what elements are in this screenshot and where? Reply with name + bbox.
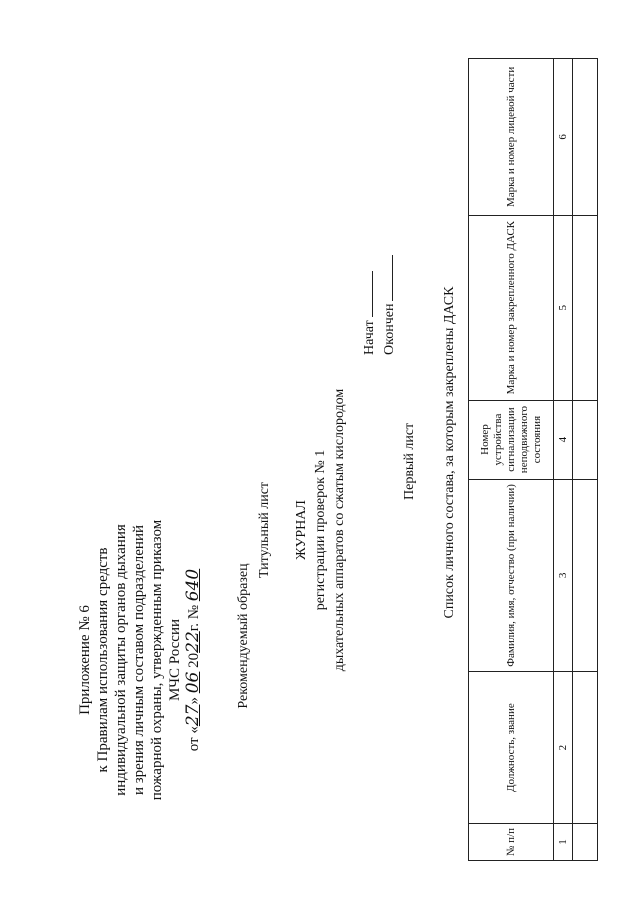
column-number: 6 bbox=[554, 59, 573, 216]
header-cell: Должность, звание bbox=[469, 672, 554, 824]
column-number: 2 bbox=[554, 672, 573, 824]
ended-line bbox=[392, 255, 393, 301]
sample-label: Рекомендуемый образец bbox=[236, 563, 251, 709]
table-row bbox=[573, 59, 598, 861]
journal-title: ЖУРНАЛ bbox=[294, 500, 309, 560]
column-number: 3 bbox=[554, 479, 573, 672]
list-title: Список личного состава, за которым закреплены ДАСК bbox=[442, 286, 457, 619]
appendix-line: и зрения личным составом подразделений bbox=[131, 524, 147, 796]
journal-subtitle: регистрации проверок № 1 bbox=[313, 449, 328, 611]
appendix-line: МЧС России bbox=[167, 618, 183, 702]
column-number: 4 bbox=[554, 400, 573, 479]
header-cell: Фамилия, имя, отчество (при наличии) bbox=[469, 479, 554, 672]
appendix-line: к Правилам использования средств bbox=[95, 547, 111, 773]
table-cell bbox=[573, 479, 598, 672]
order-sep: » bbox=[186, 693, 202, 705]
appendix-line: пожарной охраны, утвержденным приказом bbox=[149, 519, 165, 801]
header-cell: Номер устройства сигнализации неподвижного состояния bbox=[469, 400, 554, 479]
title-block bbox=[255, 360, 349, 700]
started-field bbox=[360, 255, 380, 355]
header-cell: Марка и номер закрепленного ДАСК bbox=[469, 215, 554, 400]
started-label: Начат bbox=[362, 320, 377, 355]
order-day: 27 bbox=[183, 704, 203, 727]
appendix-line: индивидуальной защиты органов дыхания bbox=[113, 524, 129, 796]
appendix-title: Приложение № 6 bbox=[77, 605, 93, 715]
title-page-heading: Титульный лист bbox=[257, 481, 272, 579]
table-header-row bbox=[469, 59, 554, 861]
table-cell bbox=[573, 215, 598, 400]
ended-field bbox=[380, 255, 400, 355]
table-cell bbox=[573, 400, 598, 479]
order-prefix: от « bbox=[186, 726, 202, 752]
table-cell bbox=[573, 59, 598, 216]
ended-label: Окончен bbox=[382, 303, 397, 355]
personnel-table bbox=[468, 58, 598, 861]
order-number: 640 bbox=[183, 568, 203, 602]
column-number-row bbox=[554, 59, 573, 861]
started-line bbox=[372, 271, 373, 317]
order-month: 06 bbox=[183, 671, 203, 694]
order-reference bbox=[184, 450, 203, 870]
column-number: 1 bbox=[554, 824, 573, 861]
table-cell bbox=[573, 824, 598, 861]
first-sheet-heading: Первый лист bbox=[402, 422, 417, 500]
column-number: 5 bbox=[554, 215, 573, 400]
journal-subtitle: дыхательных аппаратов со сжатым кислородом bbox=[332, 388, 347, 672]
order-sep: 20 bbox=[186, 652, 202, 672]
table-cell bbox=[573, 672, 598, 824]
appendix-block bbox=[76, 450, 203, 870]
header-cell: Марка и номер лицевой части bbox=[469, 59, 554, 216]
order-sep: г. № bbox=[186, 601, 202, 632]
dates-block bbox=[360, 255, 400, 355]
order-year: 22 bbox=[183, 631, 203, 653]
header-cell: № п/п bbox=[469, 824, 554, 861]
